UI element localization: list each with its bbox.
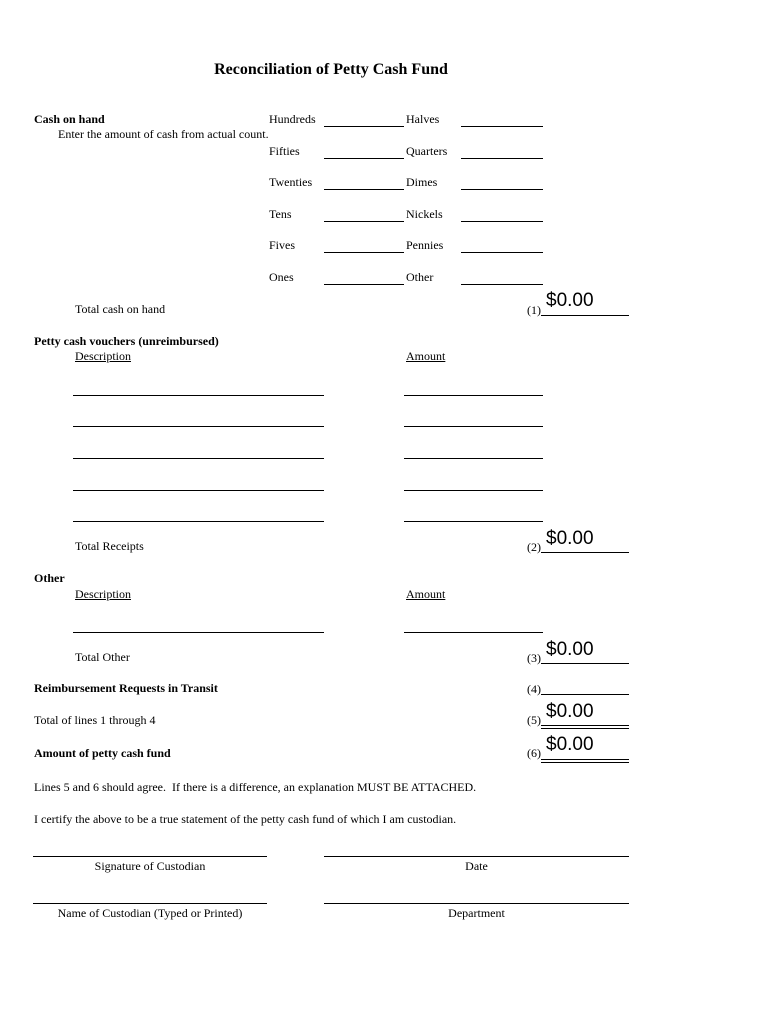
total-other-underline [541, 663, 629, 664]
pennies-field[interactable] [461, 252, 543, 253]
other-coins-field[interactable] [461, 284, 543, 285]
ones-field[interactable] [324, 284, 404, 285]
signature-label: Signature of Custodian [94, 859, 206, 873]
line-number-4: (4) [527, 682, 541, 696]
date-field[interactable] [324, 856, 629, 857]
total-other-value[interactable]: $0.00 [546, 639, 594, 660]
coin-label-quarters: Quarters [406, 144, 448, 158]
voucher-description-field[interactable] [73, 490, 324, 491]
other-amount-header: Amount [406, 587, 446, 601]
fund-value[interactable]: $0.00 [546, 734, 594, 755]
hundreds-field[interactable] [324, 126, 404, 127]
vouchers-heading: Petty cash vouchers (unreimbursed) [34, 334, 219, 348]
total-lines-value[interactable]: $0.00 [546, 701, 594, 722]
department-field[interactable] [324, 903, 629, 904]
certification-statement: I certify the above to be a true statement of the petty cash fund of which I am custodian. [34, 812, 457, 826]
voucher-description-field[interactable] [73, 458, 324, 459]
quarters-field[interactable] [461, 158, 543, 159]
coin-label-nickels: Nickels [406, 207, 443, 221]
total-receipts-label: Total Receipts [75, 539, 144, 553]
bill-label-ones: Ones [269, 270, 294, 284]
bill-label-fives: Fives [269, 238, 296, 252]
other-description-header: Description [75, 587, 131, 601]
total-cash-value[interactable]: $0.00 [546, 290, 594, 311]
fifties-field[interactable] [324, 158, 404, 159]
coin-label-other: Other [406, 270, 434, 284]
transit-label: Reimbursement Requests in Transit [34, 681, 218, 695]
line-number-3: (3) [527, 651, 541, 665]
other-heading: Other [34, 571, 65, 585]
fives-field[interactable] [324, 252, 404, 253]
bill-label-tens: Tens [269, 207, 292, 221]
tens-field[interactable] [324, 221, 404, 222]
halves-field[interactable] [461, 126, 543, 127]
fund-label: Amount of petty cash fund [34, 746, 171, 760]
voucher-description-field[interactable] [73, 426, 324, 427]
dimes-field[interactable] [461, 189, 543, 190]
coin-label-dimes: Dimes [406, 175, 438, 189]
other-description-field[interactable] [73, 632, 324, 633]
bill-label-twenties: Twenties [269, 175, 313, 189]
voucher-amount-field[interactable] [404, 426, 543, 427]
voucher-amount-field[interactable] [404, 458, 543, 459]
bill-label-fifties: Fifties [269, 144, 300, 158]
total-receipts-value[interactable]: $0.00 [546, 528, 594, 549]
total-other-label: Total Other [75, 650, 130, 664]
twenties-field[interactable] [324, 189, 404, 190]
bill-label-hundreds: Hundreds [269, 112, 316, 126]
voucher-description-field[interactable] [73, 521, 324, 522]
fund-double-underline [541, 759, 629, 763]
cash-instruction: Enter the amount of cash from actual count. [58, 127, 269, 141]
nickels-field[interactable] [461, 221, 543, 222]
voucher-description-field[interactable] [73, 395, 324, 396]
line-number-2: (2) [527, 540, 541, 554]
vouchers-amount-header: Amount [406, 349, 446, 363]
voucher-amount-field[interactable] [404, 490, 543, 491]
department-label: Department [448, 906, 505, 920]
coin-label-halves: Halves [406, 112, 440, 126]
date-label: Date [465, 859, 488, 873]
total-lines-double-underline [541, 725, 629, 729]
total-cash-underline [541, 315, 629, 316]
total-lines-label: Total of lines 1 through 4 [34, 713, 156, 727]
line-number-1: (1) [527, 303, 541, 317]
voucher-amount-field[interactable] [404, 395, 543, 396]
custodian-name-field[interactable] [33, 903, 267, 904]
line-number-6: (6) [527, 746, 541, 760]
agreement-note: Lines 5 and 6 should agree. If there is a difference, an explanation MUST BE ATTACHED. [34, 780, 477, 794]
custodian-name-label: Name of Custodian (Typed or Printed) [57, 906, 243, 920]
total-receipts-underline [541, 552, 629, 553]
page-title: Reconciliation of Petty Cash Fund [214, 61, 448, 78]
voucher-amount-field[interactable] [404, 521, 543, 522]
total-cash-label: Total cash on hand [75, 302, 166, 316]
other-amount-field[interactable] [404, 632, 543, 633]
line-number-5: (5) [527, 713, 541, 727]
transit-amount-field[interactable] [541, 694, 629, 695]
coin-label-pennies: Pennies [406, 238, 444, 252]
cash-on-hand-heading: Cash on hand [34, 112, 105, 126]
vouchers-description-header: Description [75, 349, 131, 363]
signature-field[interactable] [33, 856, 267, 857]
